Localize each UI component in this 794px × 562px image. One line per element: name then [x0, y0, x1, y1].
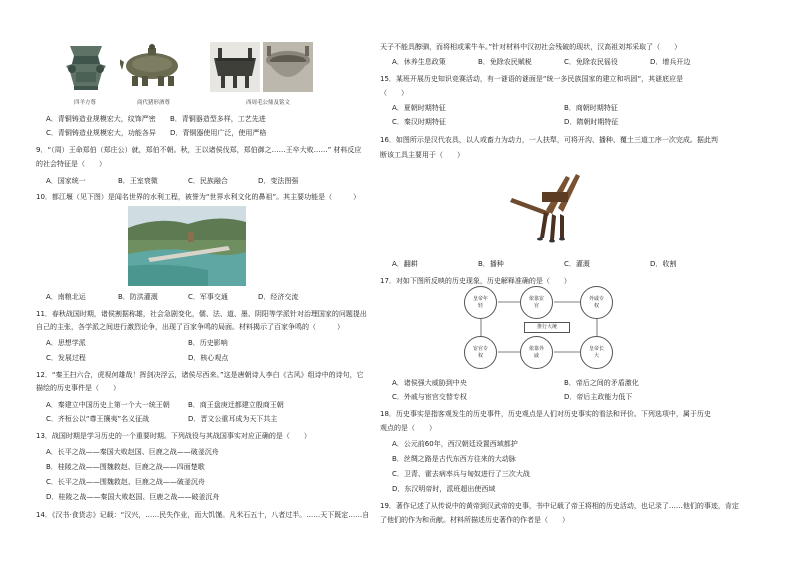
q10-option-c[interactable]: C．军事交通 [188, 293, 228, 301]
q18-option-a[interactable]: A．公元前60年，西汉朝廷设置西域都护 [392, 440, 518, 448]
pig-zun-image [120, 42, 184, 92]
q9-stem-line1: 9．“（周）王命郑伯（郑庄公）就，郑伯不朝。秋，王以诸侯伐郑，郑伯御之……王卒大败……” 材料反应 [36, 146, 362, 154]
q11-option-c[interactable]: C．发展过程 [46, 354, 86, 362]
q13-option-d[interactable]: D．桂陵之战——秦国大败赵国、巨鹿之战——破釜沉舟 [46, 493, 220, 501]
q14-option-b[interactable]: B．免除农民赋税 [478, 58, 532, 66]
q11-option-a[interactable]: A．思想学派 [46, 339, 86, 347]
q10-option-d[interactable]: D．经济交流 [258, 293, 299, 301]
q16-option-d[interactable]: D．收割 [650, 260, 677, 268]
q18-option-c[interactable]: C．卫青、霍去病率兵与匈奴进行了三次大战 [392, 470, 530, 478]
flow-center-box: 推行大统 [524, 322, 570, 333]
q16-option-a[interactable]: A．翻耕 [392, 260, 418, 268]
q17-stem: 17．对如下图所反映的历史现象，历史解释准确的是（ ） [380, 277, 571, 285]
q19-stem-line2: 了他们的作为和贡献。材料所描述历史著作的作者是（ ） [380, 516, 569, 524]
q12-stem-line1: 12．“秦王扫六合，虎视何雄哉！挥剑决浮云，诸侯尽西来。”这是唐朝诗人李白《古风》组诗中的诗句，它 [36, 371, 364, 379]
q16-option-b[interactable]: B．播种 [478, 260, 504, 268]
flow-node-rely-consorts: 依靠外戚 [520, 336, 553, 369]
q13-option-c[interactable]: C．长平之战——围魏救赵、巨鹿之战——破釜沉舟 [46, 478, 205, 486]
left-column [0, 0, 378, 562]
square-zun-image [62, 42, 110, 92]
q17-option-c[interactable]: C．外戚与宦官交替专权 [392, 393, 467, 401]
han-seed-drill-image [506, 168, 588, 246]
flow-diagram [464, 286, 634, 370]
q11-option-b[interactable]: B．历史影响 [188, 339, 228, 347]
q14-option-d[interactable]: D．增兵开边 [650, 58, 691, 66]
q15-option-b[interactable]: B．商朝时期特征 [564, 104, 618, 112]
q8-option-c[interactable]: C．青铜铸造业规模宏大，功能各异 [46, 129, 156, 137]
flow-node-consort-power: 外戚专权 [580, 286, 613, 319]
q8-option-a[interactable]: A．青铜铸造业规模宏大，纹饰严密 [46, 115, 156, 123]
q16-option-c[interactable]: C．灌溉 [564, 260, 590, 268]
q13-stem: 13．战国时期是学习历史的一个重要时期。下列战役与其战国事实对应正确的是（ ） [36, 432, 311, 440]
right-column [378, 0, 794, 562]
q11-option-d[interactable]: D．核心观点 [188, 354, 229, 362]
q9-stem-line2: 的社会特征是（ ） [36, 160, 106, 168]
q11-stem-line1: 11．春秋战国时期，诸侯割据称雄，社会急剧变化，儒、法、道、墨、阴阳等学派针对治理国家的问题提出 [36, 310, 367, 318]
q10-option-b[interactable]: B．防洪灌溉 [118, 293, 158, 301]
q9-option-d[interactable]: D．变法图强 [258, 177, 299, 185]
q17-option-b[interactable]: B．帝后之间的矛盾激化 [564, 379, 639, 387]
q18-option-d[interactable]: D．东汉明帝时，派班超出使西域 [392, 485, 496, 493]
caption-maogong-ding: 西周毛公鼎及铭文 [246, 100, 291, 106]
maogong-ding-image [210, 42, 260, 92]
q9-option-a[interactable]: A．国家统一 [46, 177, 86, 185]
flow-node-eunuch-power: 宦官专权 [464, 336, 497, 369]
q8-option-b[interactable]: B．青铜器造型多样，工艺先进 [170, 115, 266, 123]
q12-option-c[interactable]: C．齐桓公以“尊王攘夷”名义征战 [46, 415, 150, 423]
q12-option-a[interactable]: A．秦建立中国历史上第一个大一统王朝 [46, 401, 170, 409]
q17-option-d[interactable]: D．帝后主政能力低下 [564, 393, 633, 401]
q19-stem-line1: 19．著作记述了从传说中的黄帝到汉武帝的史事，书中记载了帝王将相的历史活动，也记录了……他们的事迹，肯定 [380, 502, 739, 510]
q16-stem-line1: 16．如图所示是汉代农具，以人或畜力为动力，一人扶犁，可将开沟、播种、覆土三道工序一次完成。据此判 [380, 136, 718, 144]
caption-pig-zun: 商代猪形酒尊 [137, 100, 171, 106]
q12-option-b[interactable]: B．商王盘庚迁都建立殷商王朝 [188, 401, 284, 409]
dujiangyan-photo [128, 206, 246, 286]
q14-option-c[interactable]: C．免除农民徭役 [564, 58, 618, 66]
q15-stem-line2: （ ） [380, 89, 408, 97]
q15-option-d[interactable]: D．隋朝时期特征 [564, 118, 619, 126]
q18-stem-line1: 18．历史事实是指客观发生的历史事件，历史观点是人们对历史事实的看法和评价。下列选项中，属于历史 [380, 410, 711, 418]
q14-stem-line2: 天子不能具醇驷，而将相或乘牛车。”针对材料中汉初社会残破的现状，汉高祖刘邦采取了（ ） [380, 43, 682, 51]
q15-option-a[interactable]: A．夏朝时期特征 [392, 104, 446, 112]
q13-option-b[interactable]: B．桂陵之战——围魏救赵、巨鹿之战——四面楚歌 [46, 463, 205, 471]
q15-option-c[interactable]: C．秦汉时期特征 [392, 118, 446, 126]
q12-option-d[interactable]: D．晋文公重耳成为天下共主 [188, 415, 278, 423]
q9-option-c[interactable]: C．民族融合 [188, 177, 228, 185]
q14-option-a[interactable]: A．休养生息政策 [392, 58, 446, 66]
flow-node-emperor-grown: 皇帝长大 [580, 336, 613, 369]
q18-option-b[interactable]: B．丝绸之路是古代东西方往来的大动脉 [392, 455, 516, 463]
q10-option-a[interactable]: A．南粮北运 [46, 293, 86, 301]
q12-stem-line2: 描绘的历史事件是（ ） [36, 384, 120, 392]
q18-stem-line2: 观点的是（ ） [380, 424, 436, 432]
q8-option-d[interactable]: D．青铜器使用广泛，使用严格 [170, 129, 267, 137]
caption-square-zun: 四羊方尊 [74, 100, 97, 106]
q14-stem-line1: 14．《汉书·食货志》记载：“汉兴，……民失作业，而大饥馑。凡米石五十，八者过半。……天下既定……自 [36, 511, 370, 519]
q11-stem-line2: 自己的主张，各学派之间进行激烈论争，出现了百家争鸣的局面。材料揭示了百家争鸣的（ ） [36, 323, 344, 331]
q10-stem: 10．都江堰（见下图）是闻名世界的水利工程，被誉为“世界水利文化的鼻祖”。其主要功能是（ ） [36, 193, 361, 201]
q17-option-a[interactable]: A．诸侯强大威胁到中央 [392, 379, 467, 387]
q15-stem-line1: 15．某班开展历史知识竞赛活动，有一谜语的谜面是“统一多民族国家的建立和巩固”，其谜底应是 [380, 75, 684, 83]
ding-inscription-image [263, 42, 313, 92]
flow-node-young-emperor: 皇帝年轻 [464, 286, 497, 319]
q16-stem-line2: 断该工具主要用于（ ） [380, 151, 464, 159]
q13-option-a[interactable]: A．长平之战——秦国大败赵国、巨鹿之战——破釜沉舟 [46, 448, 219, 456]
flow-node-rely-eunuchs: 依靠宦官 [520, 286, 553, 319]
q9-option-b[interactable]: B．王室衰微 [118, 177, 158, 185]
